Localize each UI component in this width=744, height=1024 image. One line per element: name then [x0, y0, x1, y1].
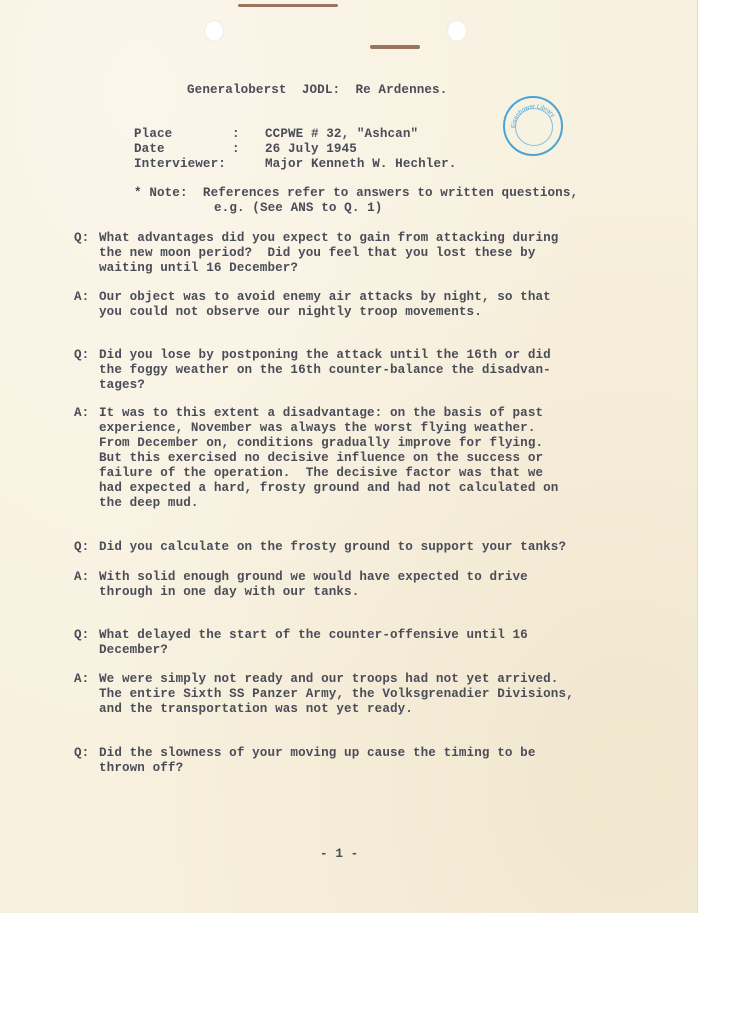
top-edge-mark: [370, 45, 420, 49]
qa-tag: A:: [74, 290, 90, 304]
qa-line: thrown off?: [99, 761, 184, 775]
qa-tag: Q:: [74, 348, 90, 362]
stamp-text: Eisenhower Library: [510, 103, 556, 129]
qa-line: failure of the operation. The decisive factor was that we: [99, 466, 544, 480]
qa-line: We were simply not ready and our troops had not yet arrived.: [99, 672, 559, 686]
stamp-lettering: [505, 98, 565, 158]
qa-tag: Q:: [74, 746, 90, 760]
qa-line: What advantages did you expect to gain from attacking during: [99, 231, 559, 245]
note-line-1: * Note: References refer to answers to written questions,: [134, 186, 579, 200]
date-label: Date: [134, 142, 165, 156]
qa-line: tages?: [99, 378, 145, 392]
qa-line: December?: [99, 643, 168, 657]
qa-line: Did you calculate on the frosty ground to support your tanks?: [99, 540, 567, 554]
qa-line: had expected a hard, frosty ground and had not calculated on: [99, 481, 559, 495]
qa-line: What delayed the start of the counter-offensive until 16: [99, 628, 528, 642]
qa-tag: Q:: [74, 231, 90, 245]
punch-hole: [204, 20, 224, 42]
page-number: - 1 -: [320, 847, 359, 861]
qa-line: experience, November was always the worst flying weather.: [99, 421, 536, 435]
qa-line: Did you lose by postponing the attack until the 16th or did: [99, 348, 551, 362]
top-edge-mark: [238, 4, 338, 7]
qa-line: through in one day with our tanks.: [99, 585, 360, 599]
qa-tag: A:: [74, 570, 90, 584]
document-title: Generaloberst JODL: Re Ardennes.: [187, 83, 448, 97]
note-line-2: e.g. (See ANS to Q. 1): [214, 201, 383, 215]
qa-line: But this exercised no decisive influence on the success or: [99, 451, 544, 465]
qa-line: the foggy weather on the 16th counter-balance the disadvan-: [99, 363, 551, 377]
qa-line: and the transportation was not yet ready.: [99, 702, 413, 716]
qa-line: The entire Sixth SS Panzer Army, the Volksgrenadier Divisions,: [99, 687, 574, 701]
date-value: 26 July 1945: [265, 142, 357, 156]
library-stamp: [503, 96, 563, 156]
qa-line: the deep mud.: [99, 496, 199, 510]
qa-line: you could not observe our nightly troop movements.: [99, 305, 482, 319]
interviewer-value: Major Kenneth W. Hechler.: [265, 157, 457, 171]
qa-line: the new moon period? Did you feel that you lost these by: [99, 246, 536, 260]
qa-tag: Q:: [74, 628, 90, 642]
qa-tag: Q:: [74, 540, 90, 554]
qa-tag: A:: [74, 406, 90, 420]
qa-line: Did the slowness of your moving up cause the timing to be: [99, 746, 536, 760]
svg-text:Eisenhower Library: [511, 104, 555, 128]
place-value: CCPWE # 32, "Ashcan": [265, 127, 419, 141]
place-colon: :: [232, 127, 240, 141]
qa-line: Our object was to avoid enemy air attacks by night, so that: [99, 290, 551, 304]
place-label: Place: [134, 127, 173, 141]
qa-tag: A:: [74, 672, 90, 686]
qa-line: With solid enough ground we would have expected to drive: [99, 570, 528, 584]
punch-hole: [447, 20, 467, 42]
qa-line: It was to this extent a disadvantage: on the basis of past: [99, 406, 544, 420]
interviewer-label: Interviewer:: [134, 157, 226, 171]
qa-line: From December on, conditions gradually improve for flying.: [99, 436, 544, 450]
qa-line: waiting until 16 December?: [99, 261, 299, 275]
date-colon: :: [232, 142, 240, 156]
